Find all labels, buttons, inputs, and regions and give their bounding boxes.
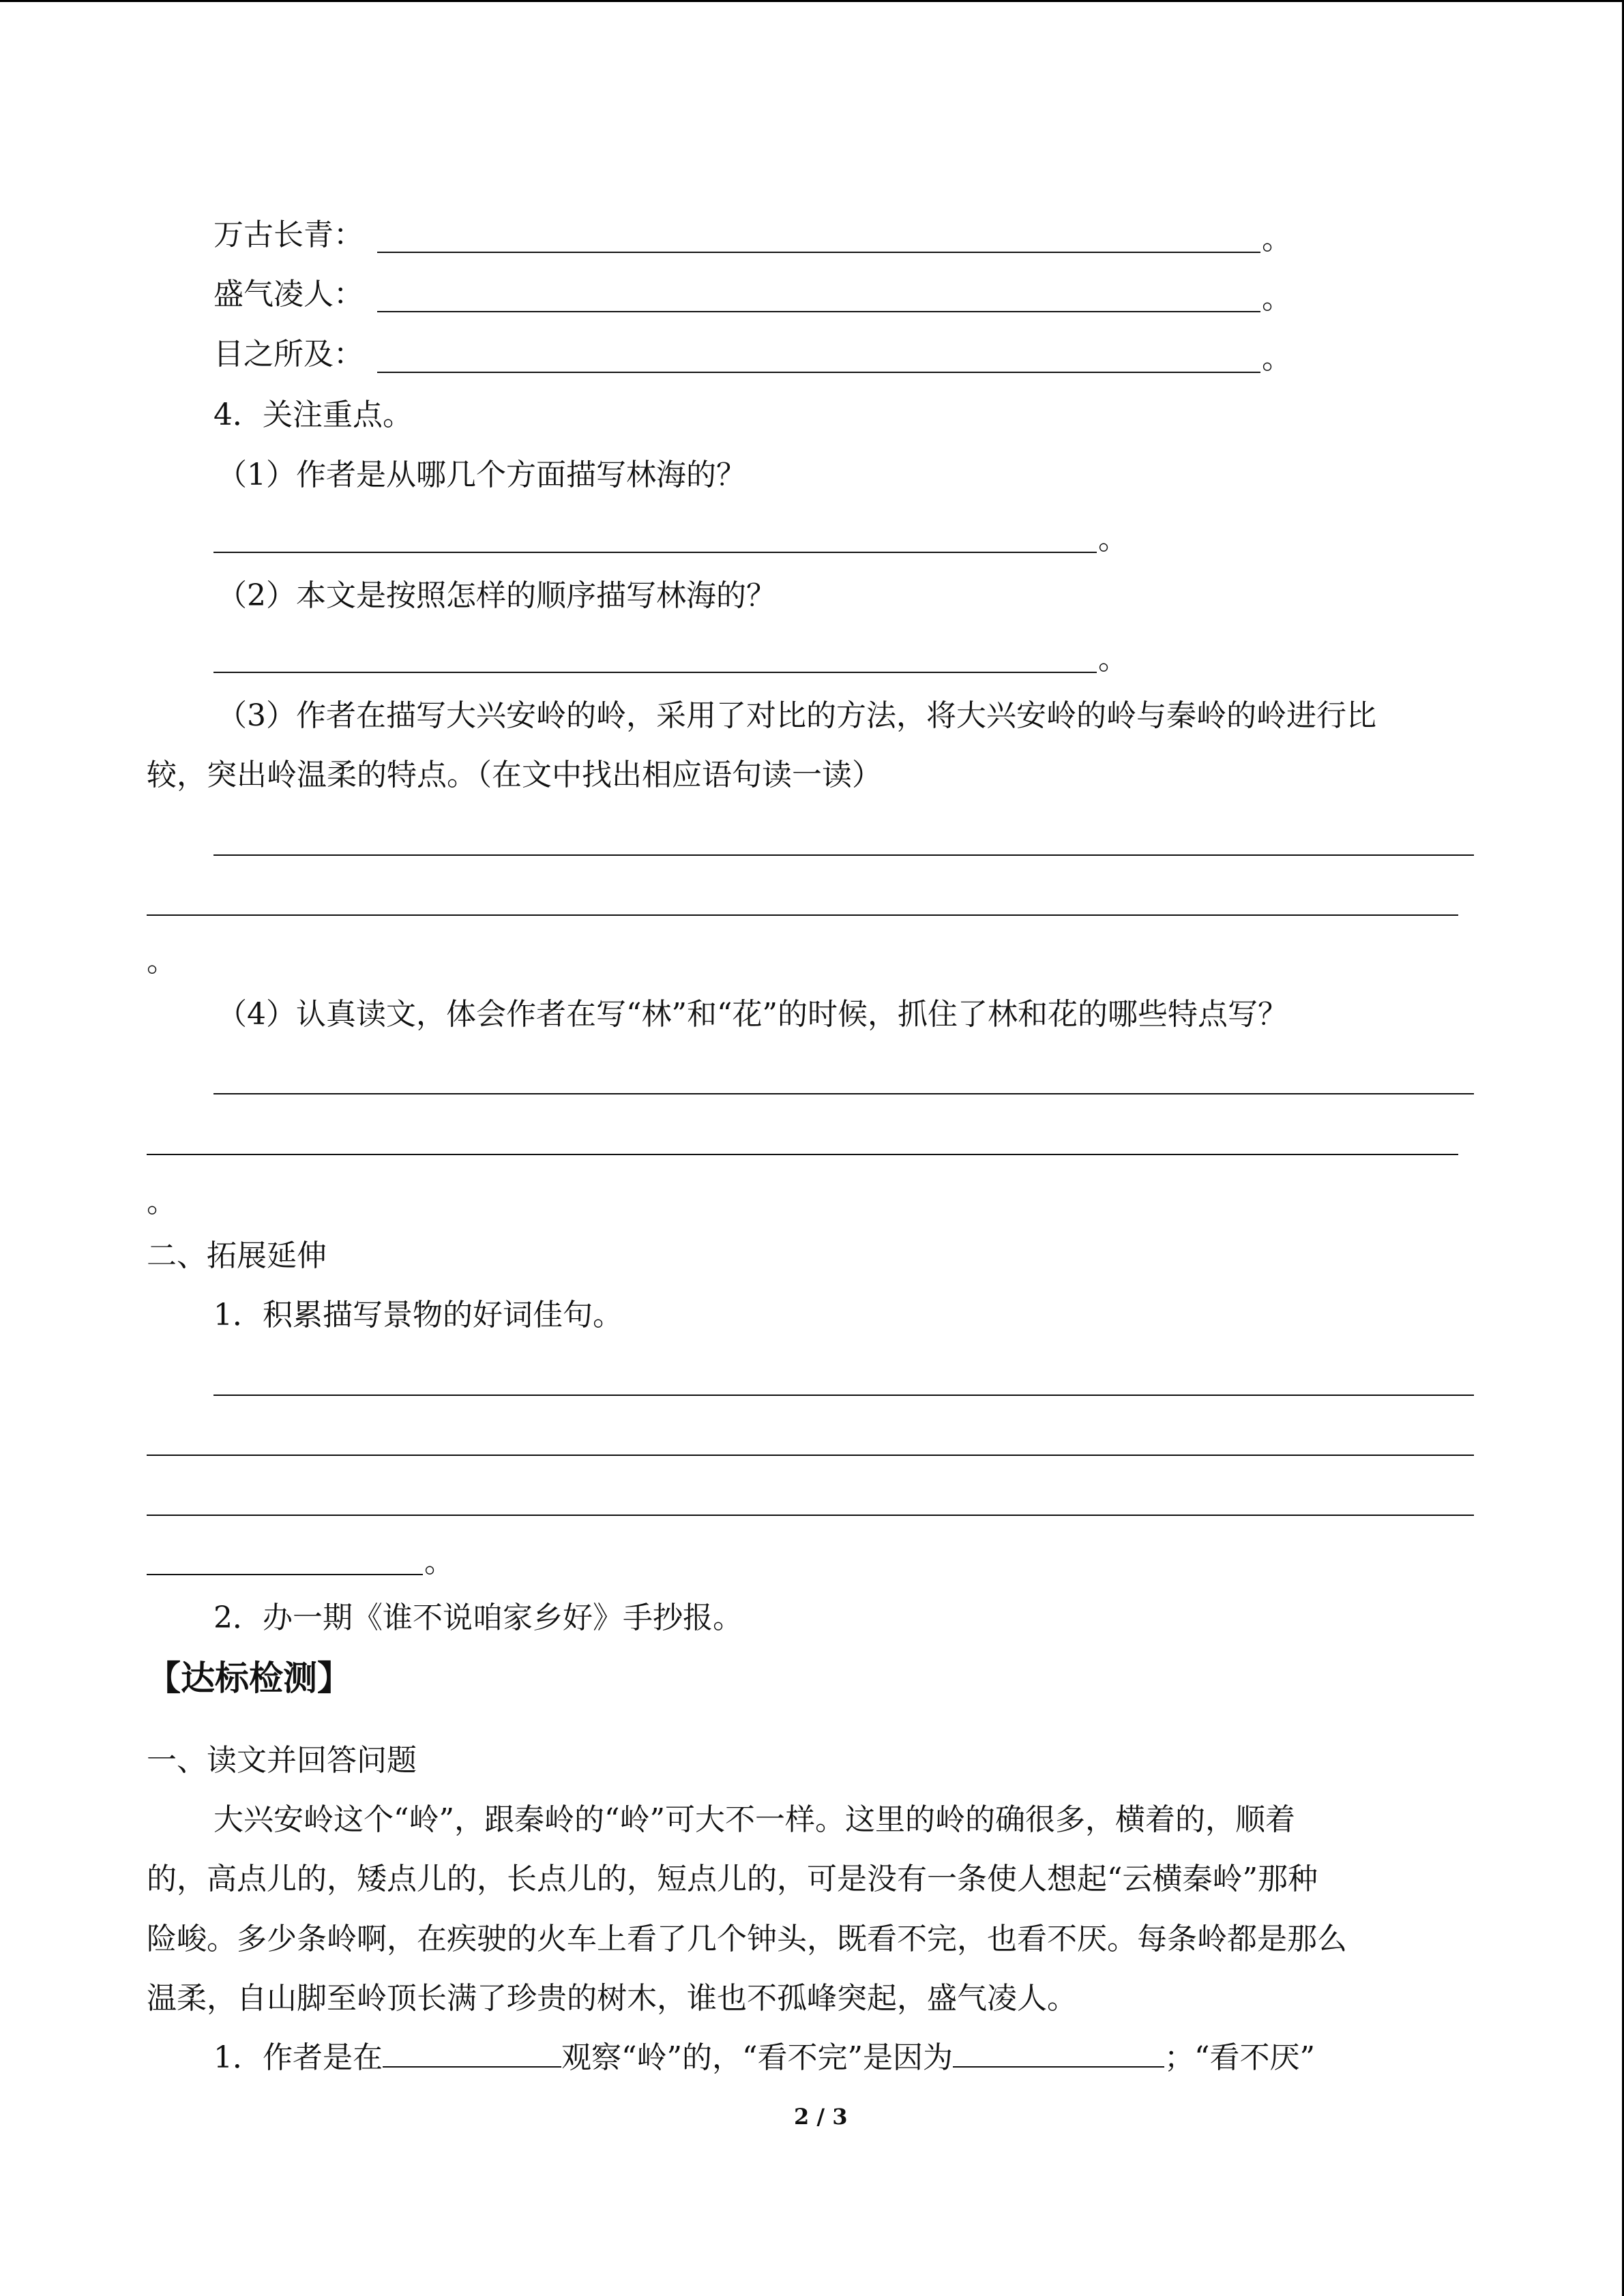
extension-answer-line-4[interactable]: [147, 1574, 423, 1575]
extension-title: 二、拓展延伸: [147, 1238, 327, 1273]
check-question-1-part-b: 观察“岭”的，“看不完”是因为: [561, 2040, 953, 2075]
extension-item-1: 1．积累描写景物的好词佳句。: [213, 1298, 623, 1332]
extension-answer-line-1[interactable]: [213, 1395, 1474, 1396]
check-question-1: [213, 2040, 1315, 2076]
word-fill-1-label: 万古长青：: [213, 218, 364, 252]
question-4-4: （4）认真读文，体会作者在写“林”和“花”的时候，抓住了林和花的哪些特点写？: [217, 997, 1288, 1032]
question-4-3-line-2: 较，突出岭温柔的特点。（在文中找出相应语句读一读）: [147, 758, 882, 792]
question-4-4-end: 。: [147, 1184, 177, 1219]
check-question-1-blank-1[interactable]: [383, 2066, 561, 2068]
passage-line-3: 险峻。多少条岭啊，在疾驶的火车上看了几个钟头，既看不完，也看不厌。每条岭都是那么: [147, 1922, 1347, 1956]
question-4-3-end: 。: [147, 944, 177, 979]
question-4-1-answer-line[interactable]: [213, 552, 1097, 553]
passage-line-2: 的，高点儿的，矮点儿的，长点儿的，短点儿的，可是没有一条使人想起“云横秦岭”那种: [147, 1862, 1318, 1896]
question-4-2-end: 。: [1098, 642, 1128, 676]
question-4-2: （2）本文是按照怎样的顺序描写林海的？: [217, 578, 776, 613]
word-fill-1-end: 。: [1262, 222, 1292, 256]
question-4-4-answer-line-2[interactable]: [147, 1154, 1458, 1155]
question-4-3-answer-line-1[interactable]: [213, 854, 1474, 856]
question-4-4-answer-line-1[interactable]: [213, 1093, 1474, 1094]
word-fill-1-answer-line[interactable]: [377, 252, 1260, 253]
extension-item-1-end: 。: [424, 1545, 454, 1579]
word-fill-2-end: 。: [1262, 281, 1292, 316]
word-fill-3-label: 目之所及：: [213, 337, 364, 372]
word-fill-2-answer-line[interactable]: [377, 311, 1260, 312]
question-4-1: （1）作者是从哪几个方面描写林海的？: [217, 458, 746, 492]
check-question-1-part-a: 1．作者是在: [213, 2040, 383, 2075]
passage-line-4: 温柔，自山脚至岭顶长满了珍贵的树木，谁也不孤峰突起，盛气凌人。: [147, 1981, 1077, 2016]
word-fill-3-answer-line[interactable]: [377, 372, 1260, 373]
word-fill-3-end: 。: [1262, 341, 1292, 376]
question-4-2-answer-line[interactable]: [213, 672, 1097, 673]
check-question-1-blank-2[interactable]: [953, 2066, 1164, 2068]
question-4-1-end: 。: [1098, 522, 1128, 556]
section-4-title: 4．关注重点。: [213, 398, 413, 432]
extension-answer-line-2[interactable]: [147, 1455, 1474, 1456]
question-4-3-answer-line-2[interactable]: [147, 914, 1458, 916]
extension-answer-line-3[interactable]: [147, 1515, 1474, 1516]
page-number: 2 / 3: [794, 2104, 848, 2130]
word-fill-2-label: 盛气凌人：: [213, 277, 364, 312]
passage-line-1: 大兴安岭这个“岭”，跟秦岭的“岭”可大不一样。这里的岭的确很多，横着的，顺着: [213, 1802, 1295, 1837]
check-question-1-part-c: ；“看不厌”: [1164, 2040, 1315, 2075]
extension-item-2: 2．办一期《谁不说咱家乡好》手抄报。: [213, 1600, 743, 1635]
check-heading: 【达标检测】: [147, 1658, 351, 1698]
question-4-3-line-1: （3）作者在描写大兴安岭的岭，采用了对比的方法，将大兴安岭的岭与秦岭的岭进行比: [217, 698, 1376, 733]
check-section-title: 一、读文并回答问题: [147, 1743, 417, 1778]
